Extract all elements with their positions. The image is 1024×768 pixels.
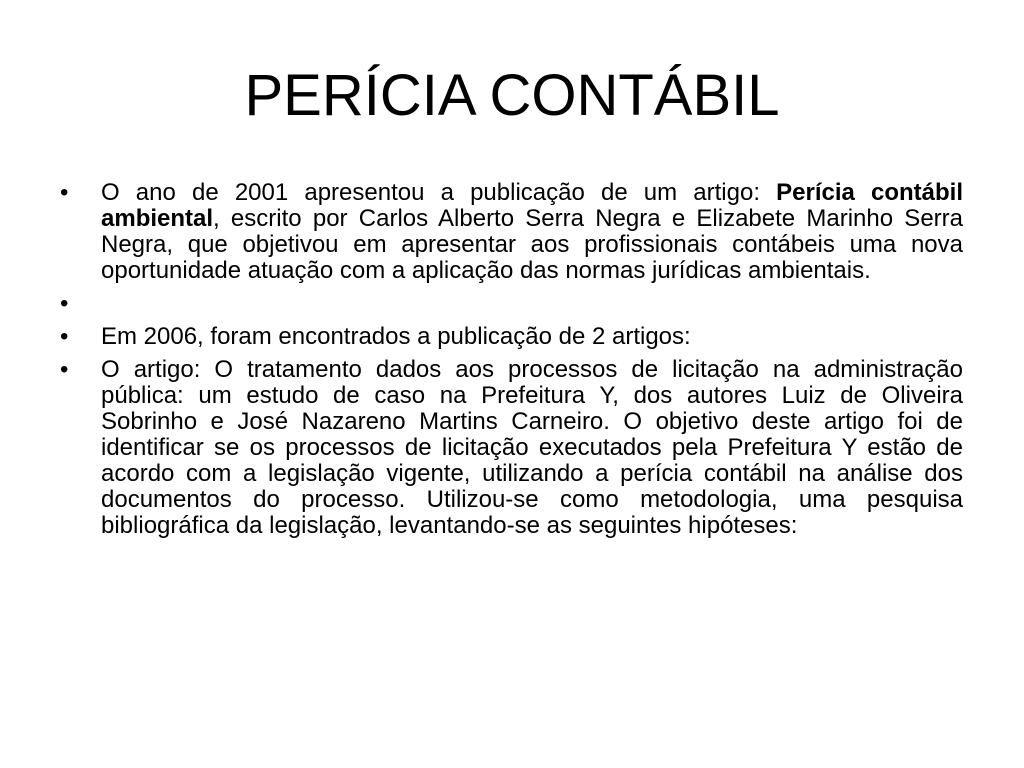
bullet-item-2001-article <box>60 180 963 284</box>
bullet-icon: • <box>60 323 69 350</box>
bullet-list <box>60 180 963 546</box>
article-title-bold: Perícia contábil ambiental <box>101 179 963 232</box>
bullet-text: O artigo: O tratamento dados aos processos de licitação na administração pública: um estudo de caso na Prefeitura Y, dos autores Luiz de Oliveira Sobrinho e José Nazareno Martins Carneiro. O objetivo deste artigo foi de identificar se os processos de licitação executados pela Prefeitura Y estão de acordo com a legislação vigente, utilizando a perícia contábil na análise dos documentos do processo. Utilizou-se como metodologia, uma pesquisa bibliográfica da legislação, levantando-se as seguintes hipóteses: <box>101 356 963 539</box>
bullet-item-licitacao-article <box>60 357 963 539</box>
bullet-icon: • <box>60 179 69 206</box>
bullet-item-2006 <box>60 324 963 350</box>
bullet-icon: • <box>60 290 69 317</box>
bullet-text-tail: , escrito por Carlos Alberto Serra Negra e Elizabete Marinho Serra Negra, que objetivou em apresentar aos profissionais contábeis uma nova oportunidade atuação com a aplicação das normas jurídicas ambientais. <box>101 205 963 284</box>
slide-title: PERÍCIA CONTÁBIL <box>244 63 780 128</box>
bullet-icon: • <box>60 356 69 383</box>
bullet-text-lead: O ano de 2001 apresentou a publicação de um artigo: <box>101 179 777 206</box>
bullet-text: Em 2006, foram encontrados a publicação de 2 artigos: <box>101 323 691 350</box>
bullet-item-empty <box>60 291 963 317</box>
